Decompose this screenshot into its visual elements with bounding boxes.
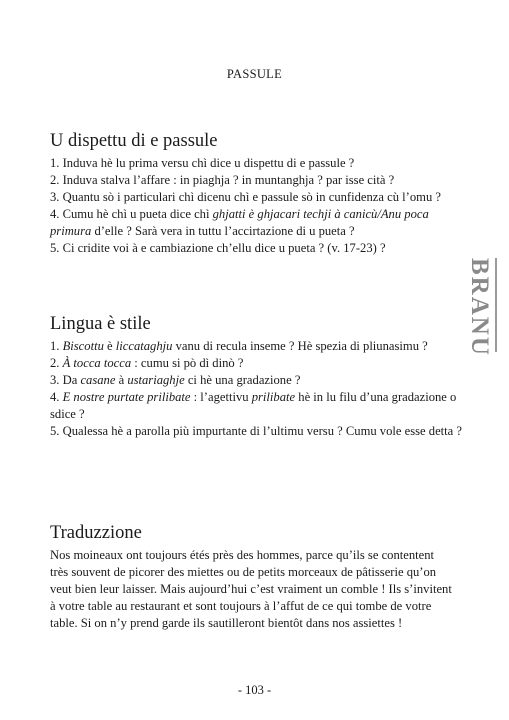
q-term: E nostre purtate prilibate: [62, 389, 191, 404]
question-1: 1. Induva hè lu prima versu chì dice u dispettu di e passule ?: [50, 156, 355, 170]
side-tab-label: BRANU: [466, 258, 493, 357]
q-term: À tocca tocca: [62, 355, 132, 370]
q-text: hè in lu filu d’una gradazione o sdice ?: [50, 389, 457, 421]
section-title-traduzzione: Traduzzione: [50, 523, 142, 543]
q-num: 1.: [50, 339, 63, 353]
q-num: 2.: [50, 355, 63, 370]
translation-paragraph: Nos moineaux ont toujours étés près des hommes, parce qu’ils se contentent très souvent de picorer des miettes ou de petits morceaux de pâtisserie qu’on veut bien leur laisser. Mais aujourd’hui c’est vraiment un comble ! Ils s’invitent à votre table au restaurant et sont toujours à l’affut de ce qui tombe de votre table. Si on n’y prend garde ils sautilleront bientôt dans nos assiettes !: [50, 548, 452, 630]
lingua-question-3: [50, 372, 470, 389]
q-term: Biscottu: [62, 339, 104, 353]
lingua-question-5: 5. Qualessa hè a parolla più impurtante di l’ultimu versu ? Cumu vole esse detta ?: [50, 423, 462, 438]
q-term: liccataghju: [115, 339, 173, 353]
section-dispettu: [50, 130, 470, 256]
q-term: casane: [80, 372, 116, 387]
q-num: 3. Da: [50, 372, 81, 387]
q-text: à: [115, 372, 128, 387]
q-num: 4.: [50, 389, 63, 404]
question-4-rest: d’elle ? Sarà vera in tuttu l’accirtazione di u pueta ?: [91, 223, 355, 238]
q-term: prilibate: [251, 389, 296, 404]
lingua-question-2: [50, 355, 470, 372]
section-title-lingua: Lingua è stile: [50, 314, 151, 334]
side-tab-rule: [495, 258, 497, 352]
lingua-question-4: [50, 389, 470, 423]
question-4: [50, 206, 470, 240]
question-5: 5. Ci cridite voi à e cambiazione ch’ellu dice u pueta ? (v. 17-23) ?: [50, 240, 386, 255]
q-text: : l’agettivu: [190, 389, 252, 404]
question-4-text: 4. Cumu hè chì u pueta dice chì: [50, 206, 213, 221]
q-text: : cumu si pò dì dinò ?: [131, 355, 244, 370]
q-text: ci hè una gradazione ?: [184, 372, 301, 387]
section-traduzzione: [50, 522, 470, 632]
question-2: 2. Induva stalva l’affare : in piaghja ? in muntanghja ? par isse cità ?: [50, 172, 395, 187]
question-3: 3. Quantu sò i particulari chì dicenu chì e passule sò in cunfidenza cù l’omu ?: [50, 189, 441, 204]
running-head: PASSULE: [226, 67, 283, 81]
q-term: ustariaghje: [127, 372, 185, 387]
side-tab: [466, 258, 506, 358]
section-lingua: [50, 313, 470, 439]
q-text: vanu di recula inseme ? Hè spezia di pliunasimu ?: [172, 339, 428, 353]
page-number: - 103 -: [237, 683, 272, 697]
q-text: è: [103, 339, 116, 353]
lingua-question-1: [50, 338, 470, 355]
question-4-quote: ghjatti è ghjacari techji à canicù/Anu poca primura: [50, 206, 429, 238]
section-title-dispettu: U dispettu di e passule: [50, 131, 218, 151]
